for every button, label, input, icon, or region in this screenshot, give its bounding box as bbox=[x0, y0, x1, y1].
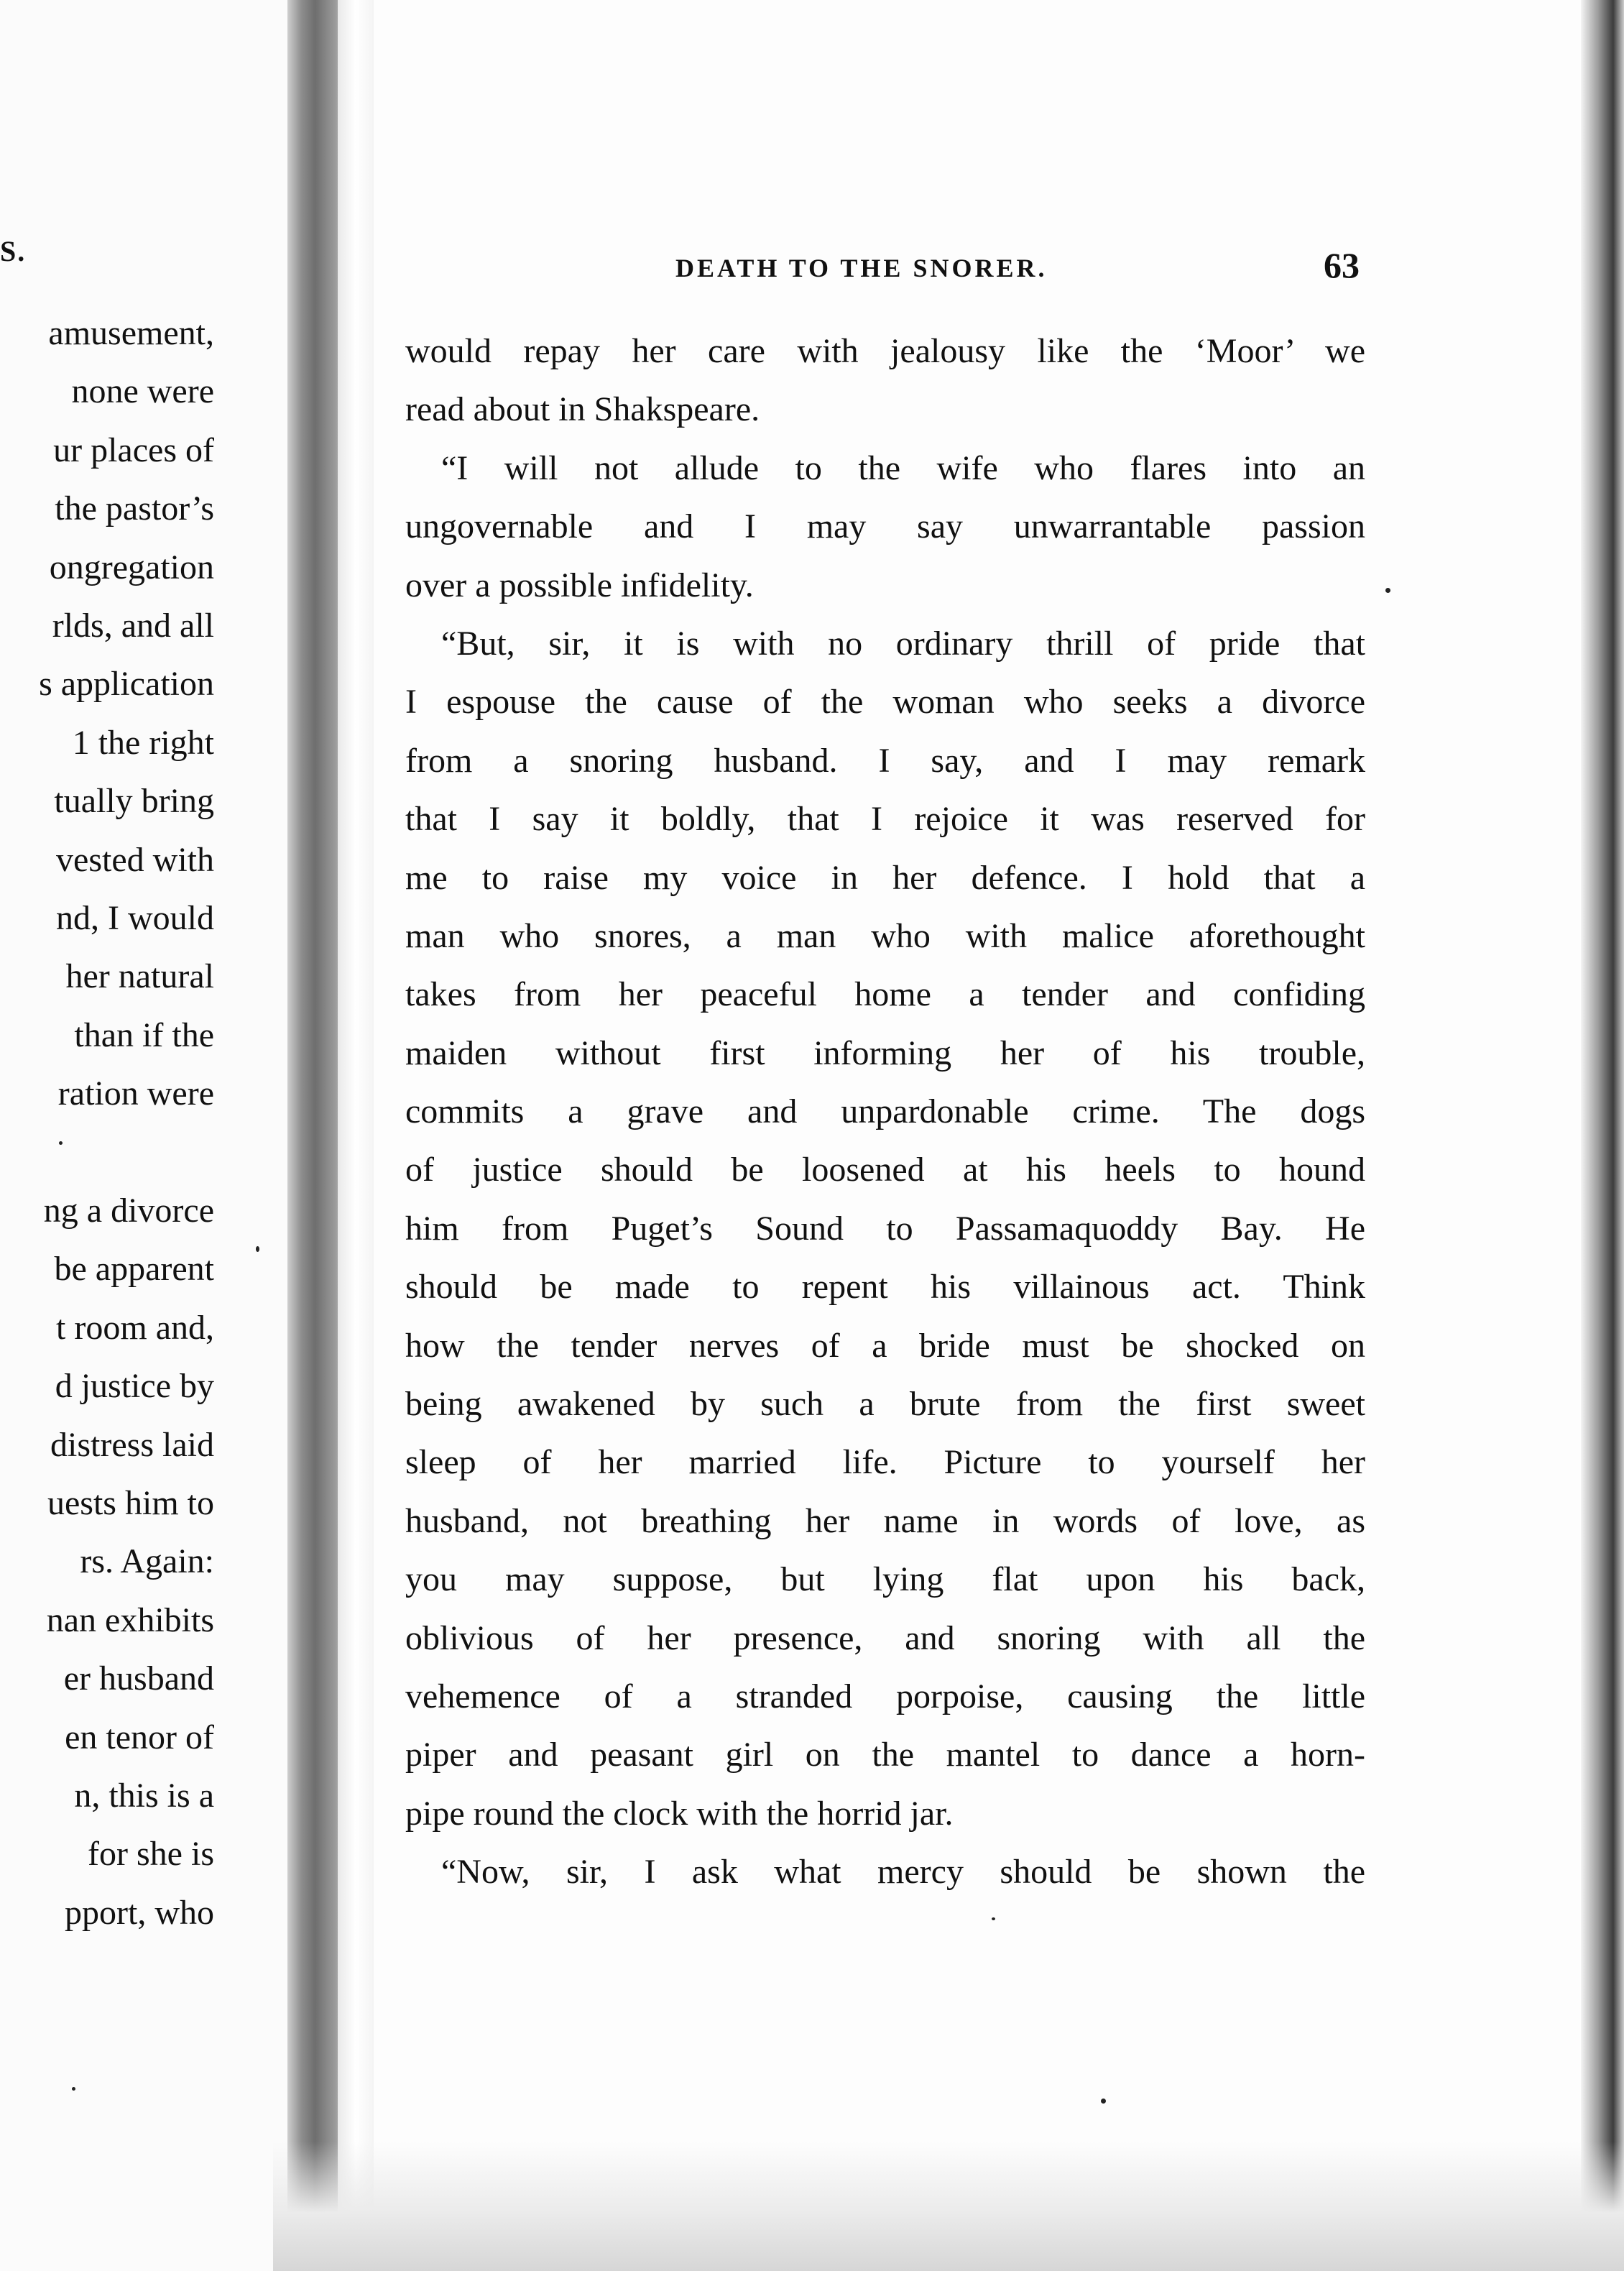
text-line: takes from her peaceful home a tender and confiding bbox=[405, 975, 1365, 1014]
text-line: you may suppose, but lying flat upon his back, bbox=[405, 1560, 1365, 1599]
page-edge-shadow bbox=[1581, 0, 1624, 2271]
running-head: DEATH TO THE SNORER. bbox=[675, 254, 1048, 282]
left-page-line-fragment: pport, who bbox=[65, 1893, 214, 1932]
left-page-line-fragment: vested with bbox=[56, 840, 214, 879]
text-line: how the tender nerves of a bride must be shocked on bbox=[405, 1326, 1365, 1365]
scan-speck bbox=[256, 1246, 259, 1252]
text-line: piper and peasant girl on the mantel to dance a horn- bbox=[405, 1736, 1365, 1774]
left-page-line-fragment: nan exhibits bbox=[46, 1600, 214, 1639]
text-line: sleep of her married life. Picture to yourself her bbox=[405, 1443, 1365, 1482]
scan-speck bbox=[72, 2087, 75, 2091]
text-line: vehemence of a stranded porpoise, causing the little bbox=[405, 1677, 1365, 1715]
text-line: commits a grave and unpardonable crime. The dogs bbox=[405, 1092, 1365, 1131]
text-line: “I will not allude to the wife who flares into an bbox=[441, 448, 1365, 487]
left-page-line-fragment: n, this is a bbox=[74, 1777, 214, 1815]
left-page-line-fragment: rlds, and all bbox=[52, 607, 214, 645]
left-page-line-fragment: none were bbox=[71, 372, 214, 411]
left-page-line-fragment: d justice by bbox=[55, 1367, 214, 1406]
text-line: would repay her care with jealousy like the ‘Moor’ we bbox=[405, 332, 1365, 370]
left-page-line-fragment: nd, I would bbox=[56, 899, 214, 937]
text-line: I espouse the cause of the woman who seeks a divorce bbox=[405, 683, 1365, 722]
text-line: read about in Shakspeare. bbox=[405, 390, 760, 429]
left-page-line-fragment: distress laid bbox=[50, 1425, 214, 1464]
left-page-line-fragment: ongregation bbox=[49, 548, 214, 586]
left-running-head: S. bbox=[0, 235, 27, 267]
left-page-line-fragment: tually bring bbox=[54, 782, 214, 821]
page-number: 63 bbox=[1324, 245, 1360, 285]
left-page-line-fragment: uests him to bbox=[47, 1484, 214, 1522]
text-line: maiden without first informing her of his trouble, bbox=[405, 1033, 1365, 1072]
left-page-line-fragment: ration were bbox=[57, 1074, 214, 1113]
left-page-line-fragment: than if the bbox=[74, 1015, 214, 1054]
left-page-line-fragment: t room and, bbox=[56, 1308, 214, 1347]
text-line: him from Puget’s Sound to Passamaquoddy Bay. He bbox=[405, 1209, 1365, 1248]
text-line: man who snores, a man who with malice aforethought bbox=[405, 916, 1365, 955]
bottom-shadow bbox=[273, 2142, 1624, 2271]
body-text bbox=[405, 322, 1365, 1902]
text-line: “But, sir, it is with no ordinary thrill of pride that bbox=[441, 624, 1365, 663]
text-line: from a snoring husband. I say, and I may remark bbox=[405, 741, 1365, 780]
text-line: being awakened by such a brute from the first sweet bbox=[405, 1385, 1365, 1424]
left-page-line-fragment: be apparent bbox=[54, 1250, 214, 1289]
left-page-line-fragment: s application bbox=[39, 665, 214, 704]
left-page bbox=[0, 0, 287, 2271]
scan-speck bbox=[59, 1141, 63, 1145]
scan-speck bbox=[1101, 2099, 1106, 2104]
left-page-line-fragment: en tenor of bbox=[65, 1718, 214, 1756]
left-page-line-fragment: 1 the right bbox=[72, 723, 214, 762]
scan-speck bbox=[992, 1917, 995, 1920]
left-page-line-fragment: rs. Again: bbox=[80, 1542, 214, 1581]
text-line: ungovernable and I may say unwarrantable passion bbox=[405, 507, 1365, 546]
left-page-line-fragment: ur places of bbox=[53, 430, 214, 469]
text-line: me to raise my voice in her defence. I hold that a bbox=[405, 858, 1365, 897]
gutter-highlight bbox=[338, 0, 374, 2271]
text-line: that I say it boldly, that I rejoice it was reserved for bbox=[405, 800, 1365, 839]
left-page-line-fragment: amusement, bbox=[48, 314, 214, 352]
left-page-line-fragment: er husband bbox=[63, 1659, 214, 1698]
text-line: should be made to repent his villainous act. Think bbox=[405, 1268, 1365, 1307]
left-page-line-fragment: for she is bbox=[88, 1835, 214, 1874]
left-page-line-fragment: her natural bbox=[65, 957, 214, 996]
text-line: pipe round the clock with the horrid jar. bbox=[405, 1794, 954, 1833]
left-page-line-fragment: ng a divorce bbox=[43, 1192, 214, 1230]
text-line: oblivious of her presence, and snoring with all the bbox=[405, 1618, 1365, 1657]
text-line: over a possible infidelity. bbox=[405, 566, 754, 604]
scan-speck bbox=[1385, 588, 1390, 593]
text-line: husband, not breathing her name in words of love, as bbox=[405, 1501, 1365, 1540]
left-page-line-fragment: the pastor’s bbox=[55, 489, 214, 528]
text-line: “Now, sir, I ask what mercy should be shown the bbox=[441, 1853, 1365, 1892]
text-line: of justice should be loosened at his heels to hound bbox=[405, 1151, 1365, 1189]
